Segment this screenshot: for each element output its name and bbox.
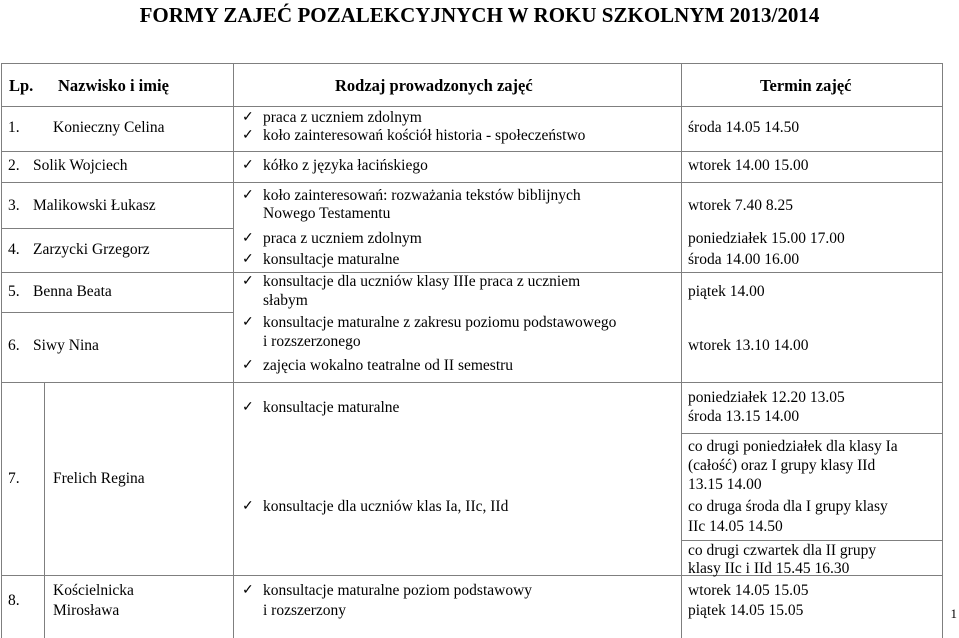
- row-7-term: (całość) oraz I grupy klasy IId: [688, 457, 876, 474]
- check-icon: ✓: [242, 252, 254, 267]
- row-4-term: środa 14.00 16.00: [688, 251, 800, 268]
- table-border-right: [942, 63, 943, 638]
- row-divider: [1, 151, 942, 152]
- row-4-item: praca z uczniem zdolnym: [263, 230, 422, 247]
- table-border-top: [1, 63, 942, 64]
- row-5-name: Benna Beata: [33, 283, 112, 300]
- row-6-lp: 6.: [8, 337, 20, 354]
- check-icon: ✓: [242, 274, 254, 289]
- row-1-term: środa 14.05 14.50: [688, 119, 800, 136]
- row-6-item: konsultacje maturalne z zakresu poziomu podstawowego: [263, 314, 617, 331]
- row-7-item: konsultacje dla uczniów klas Ia, IIc, IId: [263, 498, 509, 515]
- check-icon: ✓: [242, 188, 254, 203]
- row-1-item: praca z uczniem zdolnym: [263, 109, 422, 126]
- row-4-lp: 4.: [8, 241, 20, 258]
- row-divider: [1, 312, 233, 313]
- row-7-term: co drugi poniedziałek dla klasy Ia: [688, 438, 898, 455]
- row-3-item: koło zainteresowań: rozważania tekstów biblijnych: [263, 187, 581, 204]
- row-6-name: Siwy Nina: [33, 337, 99, 354]
- page-title: FORMY ZAJEĆ POZALEKCYJNYCH W ROKU SZKOLNYM 2013/2014: [139, 3, 820, 27]
- row-divider: [1, 106, 942, 107]
- row-2-term: wtorek 14.00 15.00: [688, 157, 809, 174]
- check-icon: ✓: [242, 499, 254, 514]
- row-7-term: środa 13.15 14.00: [688, 408, 800, 425]
- row-divider: [1, 228, 233, 229]
- row-3-term: wtorek 7.40 8.25: [688, 197, 794, 214]
- row-4-term: poniedziałek 15.00 17.00: [688, 230, 845, 247]
- check-icon: ✓: [242, 400, 254, 415]
- row-7-term: poniedziałek 12.20 13.05: [688, 389, 845, 406]
- row-5-lp: 5.: [8, 283, 20, 300]
- row-2-name: Solik Wojciech: [33, 157, 128, 174]
- row-8-name: Kościelnicka: [53, 582, 134, 599]
- header-lp: Lp.: [9, 76, 34, 95]
- header-type: Rodzaj prowadzonych zajęć: [335, 76, 533, 95]
- check-icon: ✓: [242, 128, 254, 143]
- row-4-item: konsultacje maturalne: [263, 251, 400, 268]
- row-8-item: konsultacje maturalne poziom podstawowy: [263, 582, 533, 599]
- row-5-item: konsultacje dla uczniów klasy IIIe praca z uczniem: [263, 273, 581, 290]
- row-4-name: Zarzycki Grzegorz: [33, 241, 150, 258]
- row-2-item: kółko z języka łacińskiego: [263, 157, 428, 174]
- row-3-lp: 3.: [8, 197, 20, 214]
- table-border-left: [1, 63, 2, 638]
- row-7-term: klasy IIc i IId 15.45 16.30: [688, 560, 850, 577]
- row-6-item: i rozszerzonego: [263, 333, 361, 350]
- row-divider: [1, 182, 942, 183]
- check-icon: ✓: [242, 231, 254, 246]
- row-6-term: wtorek 13.10 14.00: [688, 337, 809, 354]
- row-6-item: zajęcia wokalno teatralne od II semestru: [263, 357, 514, 374]
- row-5-term: piątek 14.00: [688, 283, 765, 300]
- row-2-lp: 2.: [8, 157, 20, 174]
- check-icon: ✓: [242, 315, 254, 330]
- column-divider: [233, 63, 234, 638]
- row-divider: [681, 540, 942, 541]
- check-icon: ✓: [242, 583, 254, 598]
- row-7-term: co drugi czwartek dla II grupy: [688, 542, 877, 559]
- check-icon: ✓: [242, 110, 254, 125]
- row-8-name: Mirosława: [53, 602, 120, 619]
- row-7-lp: 7.: [8, 470, 20, 487]
- column-divider: [44, 382, 45, 638]
- row-7-item: konsultacje maturalne: [263, 399, 400, 416]
- row-8-term: piątek 14.05 15.05: [688, 602, 804, 619]
- row-7-term: IIc 14.05 14.50: [688, 518, 783, 535]
- row-5-item: słabym: [263, 292, 308, 309]
- header-term: Termin zajęć: [760, 76, 852, 95]
- row-8-term: wtorek 14.05 15.05: [688, 582, 809, 599]
- row-7-name: Frelich Regina: [53, 470, 145, 487]
- column-divider: [681, 63, 682, 638]
- row-divider: [1, 382, 942, 383]
- row-7-term: co druga środa dla I grupy klasy: [688, 498, 888, 515]
- check-icon: ✓: [242, 358, 254, 373]
- header-name: Nazwisko i imię: [58, 76, 169, 95]
- row-8-lp: 8.: [8, 592, 20, 609]
- row-1-item: koło zainteresowań kościół historia - społeczeństwo: [263, 127, 586, 144]
- row-1-lp: 1.: [8, 119, 20, 136]
- row-8-item: i rozszerzony: [263, 602, 347, 619]
- row-1-name: Konieczny Celina: [53, 119, 165, 136]
- page-number: 1: [950, 606, 957, 621]
- row-divider: [681, 433, 942, 434]
- row-3-item: Nowego Testamentu: [263, 205, 391, 222]
- check-icon: ✓: [242, 158, 254, 173]
- row-3-name: Malikowski Łukasz: [33, 197, 156, 214]
- row-7-term: 13.15 14.00: [688, 476, 762, 493]
